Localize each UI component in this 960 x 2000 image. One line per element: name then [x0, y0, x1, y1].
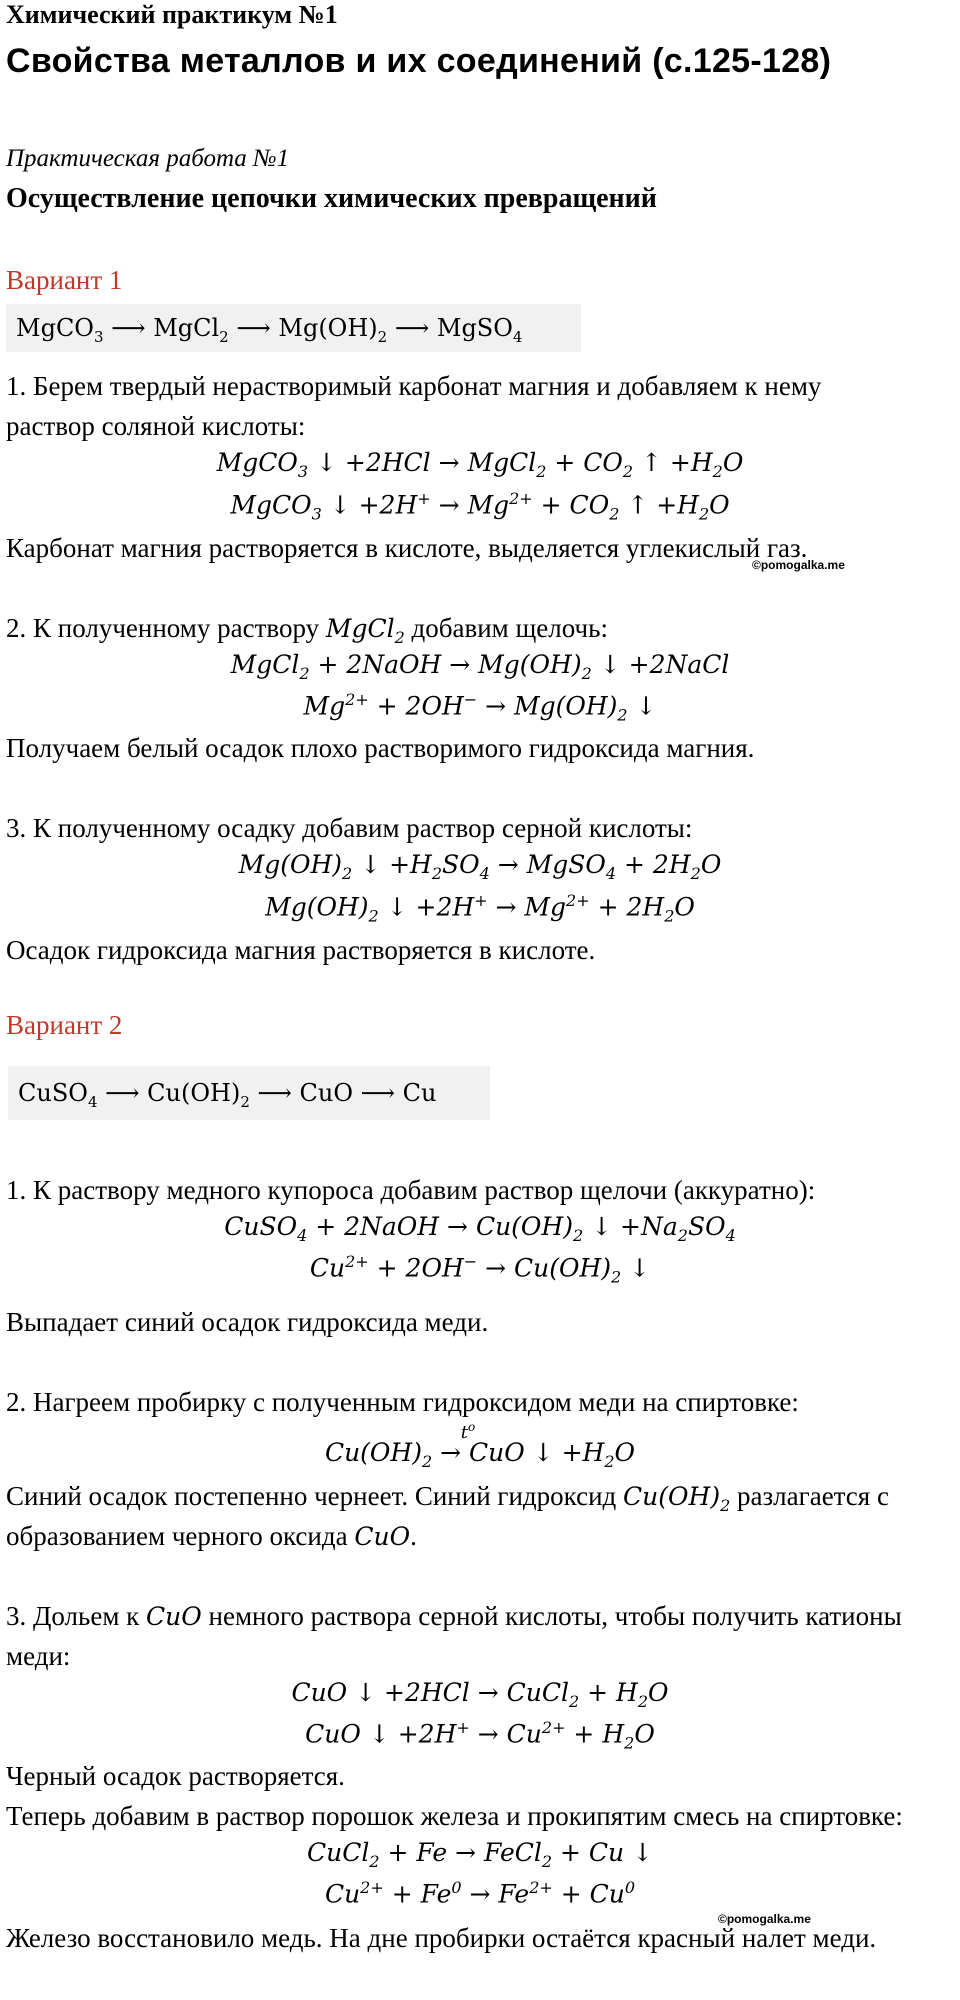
v2-step3-suffix: немного раствора серной кислоты, чтобы получить катионы: [208, 1601, 902, 1631]
v1-eq2-ionic: $Mg^{2+} + 2OH^- \to Mg(OH)_2$ ↓: [303, 690, 657, 725]
topic-title: Свойства металлов и их соединений (с.125-128): [6, 42, 832, 80]
v2-step1-text: 1. К раствору медного купороса добавим раствор щелочи (аккуратно):: [6, 1175, 816, 1205]
v2-step3-prefix: 3. Дольем к: [6, 1601, 140, 1631]
work-title: Осуществление цепочки химических превращений: [6, 183, 657, 214]
v2-eq1-ionic: $Cu^{2+} + 2OH^- \to Cu(OH)_2$ ↓: [309, 1252, 651, 1287]
v2-step3-formula: CuO: [146, 1602, 202, 1631]
v2-eq3-molecular: CuO ↓ +2HCl → CuCl$_2$ + $H_2O$: [291, 1678, 669, 1711]
watermark-bottom: ©pomogalka.me: [718, 1912, 811, 1926]
v2-step3-text: [6, 1596, 902, 1637]
variant-1-label: Вариант 1: [6, 265, 123, 295]
v1-step1-text: 1. Берем твердый нерастворимый карбонат магния и добавляем к нему: [6, 371, 822, 401]
practicum-title: Химический практикум №1: [6, 0, 338, 29]
reaction-scheme-2: CuSO$_4$ ⟶ $Cu(OH)_2$ ⟶ CuO ⟶ Cu: [8, 1066, 490, 1120]
v2-eq4-ionic: $Cu^{2+} + Fe^0 \to Fe^{2+} + Cu^0$: [324, 1878, 636, 1909]
v1-eq3-ionic: $Mg(OH)_2$ ↓ $+2H^+ \to Mg^{2+} + 2H_2O$: [265, 891, 695, 926]
v2-eq3-ionic: CuO ↓ $+2H^+ \to Cu^{2+} + H_2O$: [305, 1718, 655, 1753]
v1-eq1-ionic: MgCO$_3$ ↓ $+2H^+ \to Mg^{2+} + CO_2$ ↑ $+H_2O$: [230, 489, 730, 524]
variant-2-label: Вариант 2: [6, 1010, 123, 1040]
v2-step2-oxide: CuO: [354, 1522, 411, 1551]
v2-step4-conclusion: Железо восстановило медь. На дне пробирки остаётся красный налет меди.: [6, 1923, 877, 1953]
work-label: Практическая работа №1: [6, 145, 290, 172]
v2-step2-conc-prefix: Синий осадок постепенно чернеет. Синий гидроксид: [6, 1481, 617, 1511]
watermark: ©pomogalka.me: [752, 558, 845, 572]
v1-step1-conclusion: Карбонат магния растворяется в кислоте, выделяется углекислый газ.: [6, 533, 808, 563]
v1-step2-prefix: 2. К полученному раствору: [6, 613, 320, 643]
v2-step4-text: Теперь добавим в раствор порошок железа и прокипятим смесь на спиртовке:: [6, 1801, 903, 1831]
v1-eq2-molecular: MgCl$_2$ + 2NaOH → $Mg(OH)_2$ ↓ +2NaCl: [230, 650, 730, 683]
v1-step3-text: 3. К полученному осадку добавим раствор серной кислоты:: [6, 813, 693, 843]
v1-eq3-molecular: $Mg(OH)_2$ ↓ $+H_2SO_4$ → MgSO$_4$ + $2H_2O$: [238, 850, 722, 883]
v1-step2-conclusion: Получаем белый осадок плохо растворимого гидроксида магния.: [6, 733, 755, 763]
reaction-scheme-1: MgCO$_3$ ⟶ MgCl$_2$ ⟶ $Mg(OH)_2$ ⟶ MgSO$_4$: [6, 304, 581, 352]
v2-eq4-molecular: CuCl$_2$ + Fe → FeCl$_2$ + Cu ↓: [306, 1838, 654, 1871]
v1-step2-formula: MgCl$_2$: [325, 614, 405, 647]
v2-step2-conc-b: образованием черного оксида: [6, 1521, 348, 1551]
v1-step1-text-cont: раствор соляной кислоты:: [6, 411, 306, 441]
v2-step3-text-cont: меди:: [6, 1641, 71, 1671]
v2-step2-conc-suffix: разлагается с: [737, 1481, 889, 1511]
v2-step2-formula: $Cu(OH)_2$: [623, 1482, 731, 1515]
v2-eq1-molecular: CuSO$_4$ + 2NaOH → $Cu(OH)_2$ ↓ $+Na_2SO_4$: [224, 1212, 736, 1245]
v2-step3-conclusion: Черный осадок растворяется.: [6, 1761, 345, 1791]
v2-eq2: $Cu(OH)_2$ → CuO ↓ $+H_2O$: [324, 1438, 636, 1471]
v2-step2-conclusion-cont: образованием черного оксида CuO.: [6, 1521, 417, 1551]
v1-eq1-molecular: MgCO$_3$ ↓ +2HCl → MgCl$_2$ + $CO_2$ ↑ $+H_2O$: [216, 448, 744, 481]
v2-step1-conclusion: Выпадает синий осадок гидроксида меди.: [6, 1307, 489, 1337]
v1-step3-conclusion: Осадок гидроксида магния растворяется в кислоте.: [6, 935, 596, 965]
v2-heat-mark: $t^o$: [460, 1420, 476, 1443]
v1-step2-suffix: добавим щелочь:: [411, 613, 608, 643]
v2-step2-text: 2. Нагреем пробирку с полученным гидроксидом меди на спиртовке:: [6, 1387, 799, 1417]
